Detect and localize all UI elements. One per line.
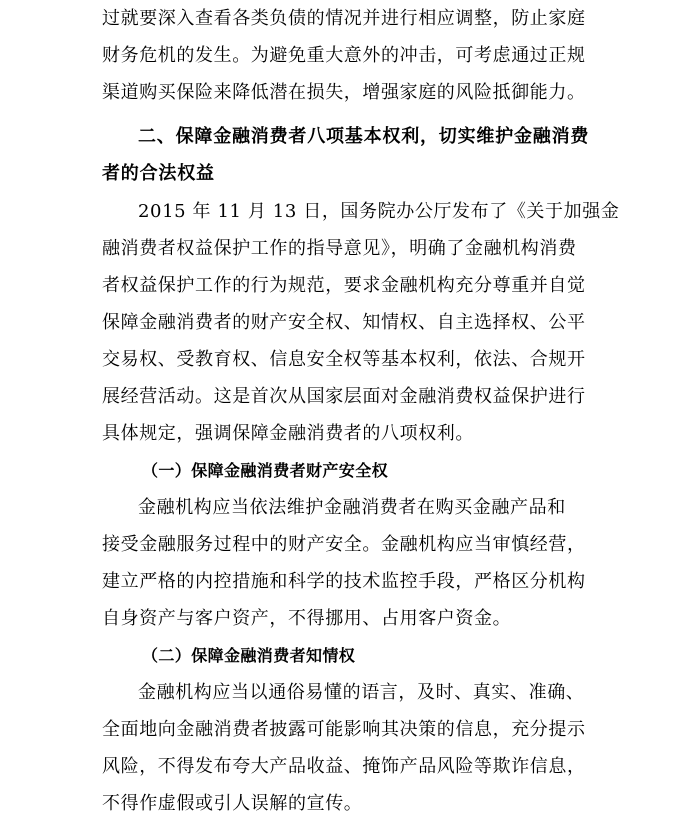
subsection-title: （二）保障金融消费者知情权 (142, 646, 356, 665)
text-line: 2015 年 11 月 13 日，国务院办公厅发布了《关于加强金 (138, 201, 620, 222)
text-line: 过就要深入查看各类负债的情况并进行相应调整，防止家庭 (102, 8, 586, 29)
text-line: 者权益保护工作的行为规范，要求金融机构充分尊重并自觉 (102, 275, 586, 296)
text-line: 具体规定，强调保障金融消费者的八项权利。 (102, 423, 474, 444)
document-page (102, 0, 620, 822)
text-line: 风险，不得发布夸大产品收益、掩饰产品风险等欺诈信息， (102, 756, 586, 777)
text-line: 建立严格的内控措施和科学的技术监控手段，严格区分机构 (102, 571, 586, 592)
heading-line: 二、保障金融消费者八项基本权利，切实维护金融消费 (138, 126, 590, 147)
heading-line: 者的合法权益 (102, 163, 215, 184)
text-line: 自身资产与客户资产，不得挪用、占用客户资金。 (102, 608, 512, 629)
text-line: 保障金融消费者的财产安全权、知情权、自主选择权、公平 (102, 312, 586, 333)
text-line: 财务危机的发生。为避免重大意外的冲击，可考虑通过正规 (102, 45, 586, 66)
subsection-title: （一）保障金融消费者财产安全权 (142, 461, 389, 480)
text-line: 不得作虚假或引人误解的宣传。 (102, 793, 363, 814)
text-line: 交易权、受教育权、信息安全权等基本权利，依法、合规开 (102, 349, 586, 370)
section-heading (102, 118, 598, 192)
paragraph-intro (102, 0, 598, 111)
paragraph-2015 (102, 193, 620, 452)
text-line: 金融机构应当依法维护金融消费者在购买金融产品和 (138, 497, 566, 518)
subsection-right-to-know (102, 637, 598, 822)
subsection-property-safety (102, 452, 598, 637)
text-line: 渠道购买保险来降低潜在损失，增强家庭的风险抵御能力。 (102, 82, 586, 103)
text-line: 展经营活动。这是首次从国家层面对金融消费权益保护进行 (102, 386, 586, 407)
text-line: 金融机构应当以通俗易懂的语言，及时、真实、准确、 (138, 682, 585, 703)
text-line: 接受金融服务过程中的财产安全。金融机构应当审慎经营， (102, 534, 586, 555)
text-line: 全面地向金融消费者披露可能影响其决策的信息，充分提示 (102, 719, 586, 740)
text-line: 融消费者权益保护工作的指导意见》，明确了金融机构消费 (102, 238, 577, 259)
